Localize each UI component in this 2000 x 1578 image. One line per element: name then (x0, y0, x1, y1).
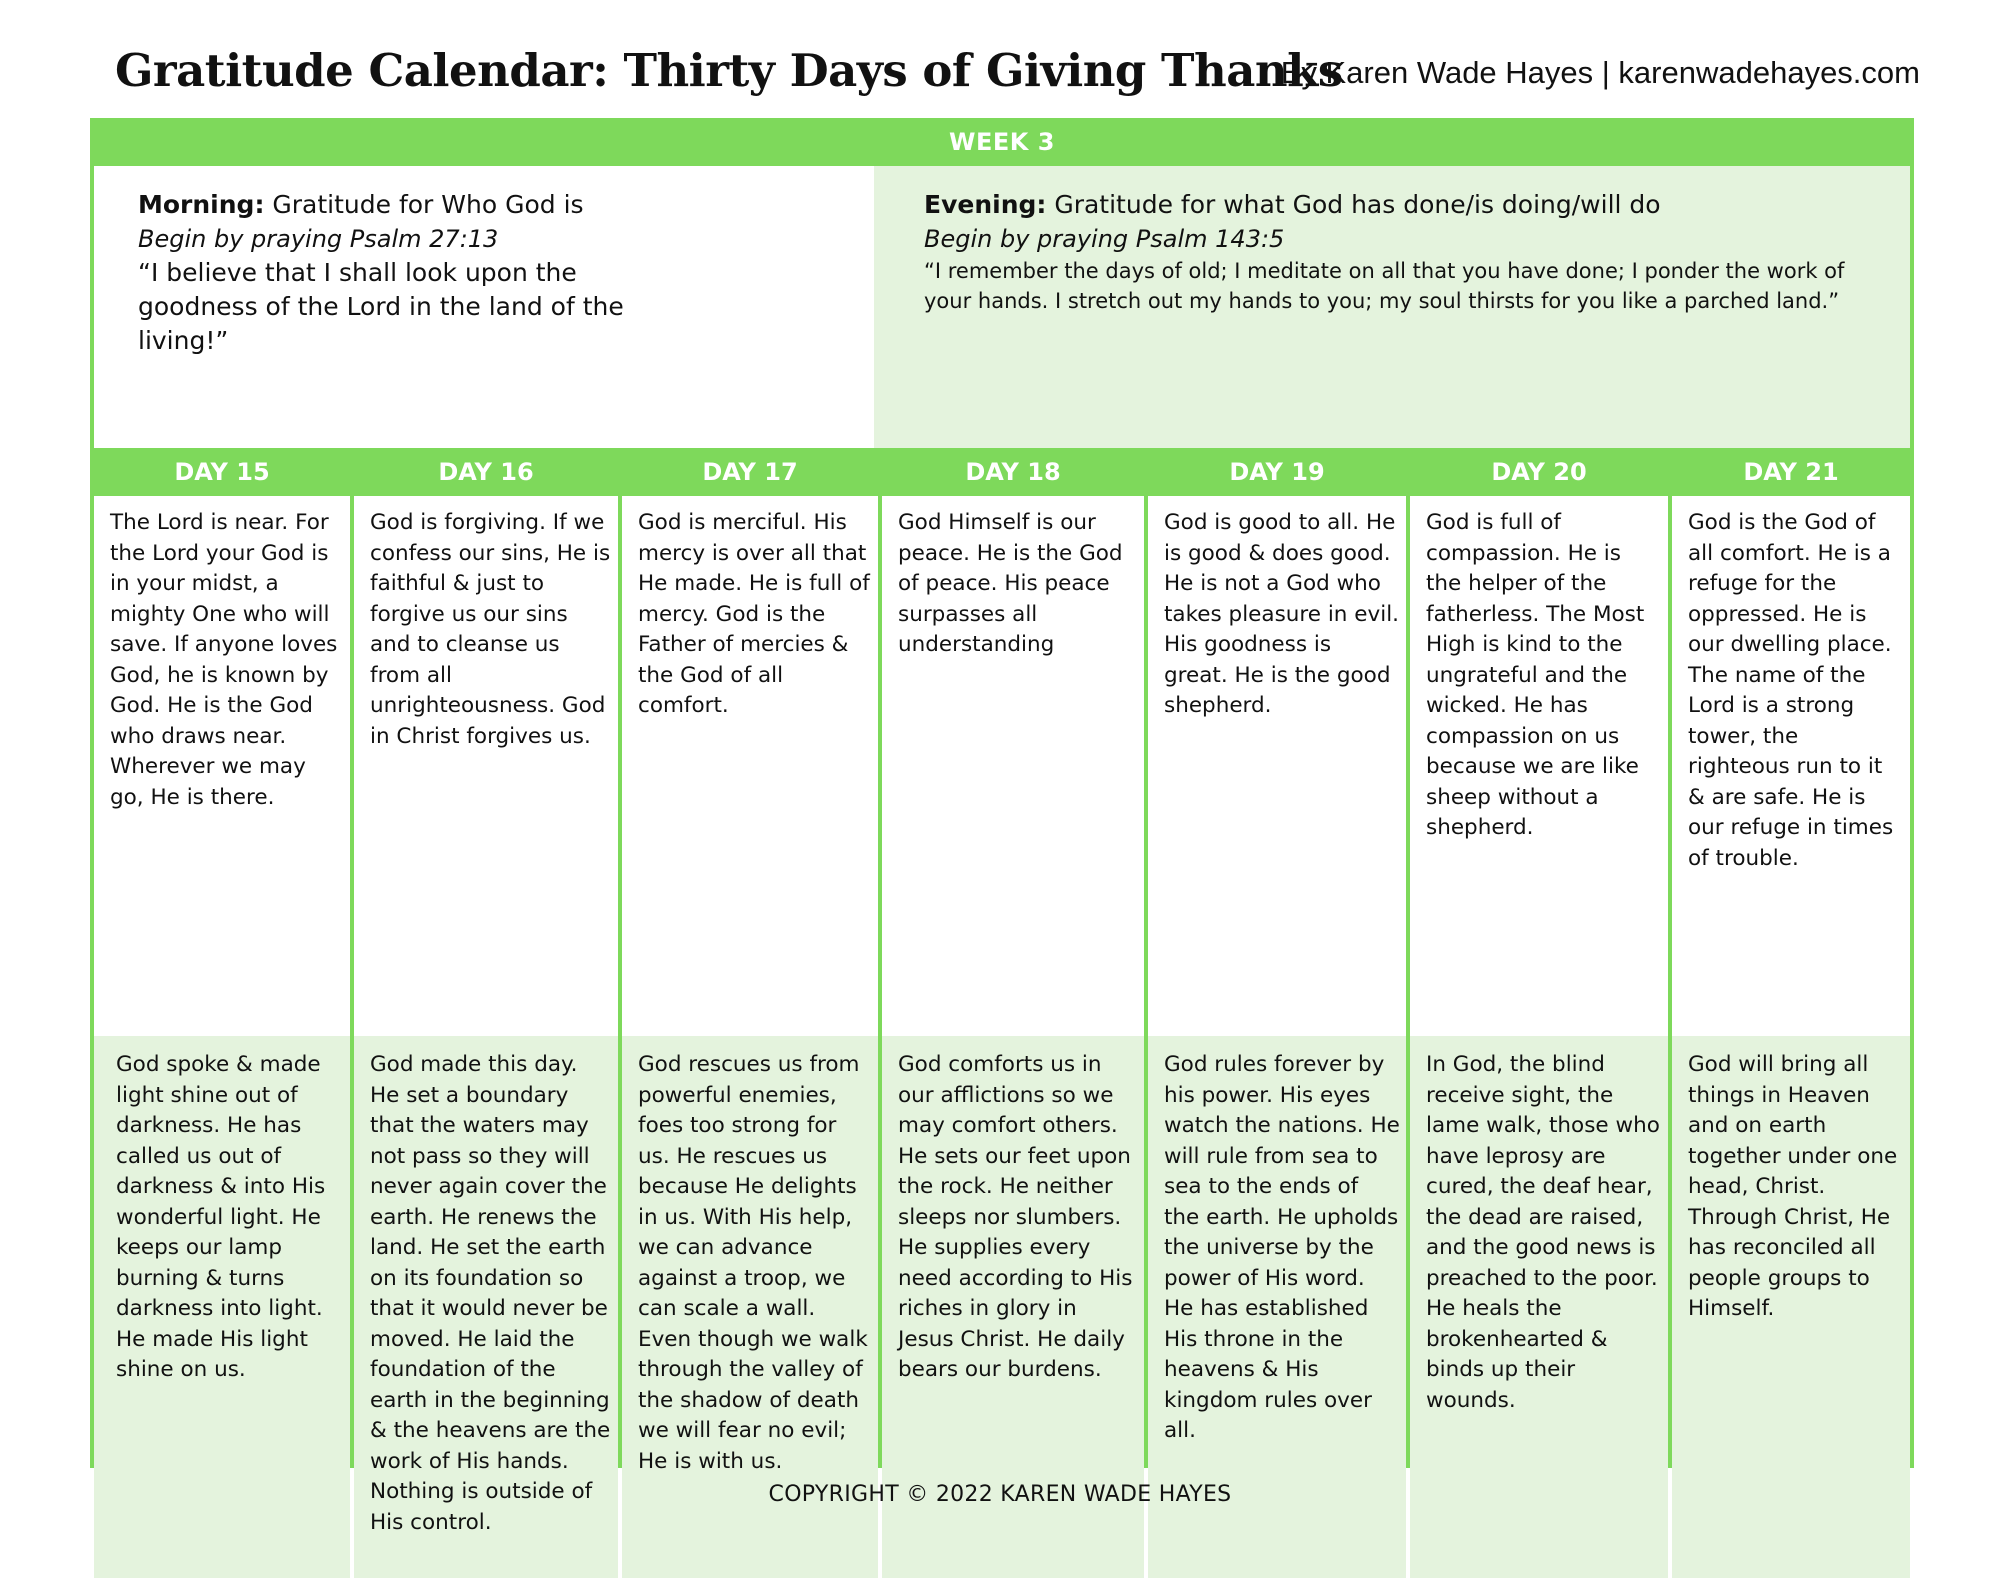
day-16-header: DAY 16 (438, 458, 534, 486)
day-20-morning-cell: God is full of compassion. He is the helper of the fatherless. The Most High is kind to the ungrateful and the wicked. He has compassion on us because we are like sheep without a shepherd. (1410, 496, 1668, 1036)
day-18-evening-cell: God comforts us in our afflictions so we may comfort others. He sets our feet upon the rock. He neither sleeps nor slumbers. He supplies every need according to His riches in glory in Jesus Christ. He daily bears our burdens. (882, 1036, 1144, 1578)
day-15-morning-cell: The Lord is near. For the Lord your God is in your midst, a mighty One who will save. If anyone loves God, he is known by God. He is the God who draws near. Wherever we may go, He is there. (94, 496, 350, 1036)
copyright-footer: COPYRIGHT © 2022 KAREN WADE HAYES (768, 1482, 1232, 1507)
morning-theme: Gratitude for Who God is (264, 190, 584, 219)
evening-psalm: Begin by praying Psalm 143:5 (924, 225, 1285, 253)
day-19-evening-cell: God rules forever by his power. His eyes watch the nations. He will rule from sea to sea to the ends of the earth. He upholds the universe by the power of His word. He has established His throne in the heavens & His kingdom rules over all. (1148, 1036, 1406, 1578)
day-15-header: DAY 15 (174, 458, 270, 486)
morning-prayer-panel (94, 166, 874, 448)
day-21-morning-cell: God is the God of all comfort. He is a refuge for the oppressed. He is our dwelling place. The name of the Lord is a strong tower, the righteous run to it & are safe. He is our refuge in times of trouble. (1672, 496, 1910, 1036)
page-title: Gratitude Calendar: Thirty Days of Giving Thanks (115, 44, 1343, 97)
day-21-header: DAY 21 (1743, 458, 1839, 486)
morning-psalm: Begin by praying Psalm 27:13 (138, 225, 499, 253)
day-20-header: DAY 20 (1491, 458, 1587, 486)
morning-quote: “I believe that I shall look upon the goodness of the Lord in the land of the living!” (138, 258, 624, 355)
day-17-morning-cell: God is merciful. His mercy is over all that He made. He is full of mercy. God is the Father of mercies & the God of all comfort. (622, 496, 878, 1036)
day-18-morning-cell: God Himself is our peace. He is the God of peace. His peace surpasses all understanding (882, 496, 1144, 1036)
day-19-header: DAY 19 (1229, 458, 1325, 486)
evening-quote: “I remember the days of old; I meditate on all that you have done; I ponder the work of your hands. I stretch out my hands to you; my soul thirsts for you like a parched land.” (924, 259, 1845, 313)
author-byline: By Karen Wade Hayes | karenwadehayes.com (1280, 55, 1920, 90)
evening-label: Evening: (924, 190, 1047, 219)
day-16-morning-cell: God is forgiving. If we confess our sins, He is faithful & just to forgive us our sins and to cleanse us from all unrighteousness. God in Christ forgives us. (354, 496, 618, 1036)
evening-heading (924, 188, 1910, 222)
day-20-evening-cell: In God, the blind receive sight, the lame walk, those who have leprosy are cured, the deaf hear, the dead are raised, and the good news is preached to the poor. He heals the brokenhearted & binds up their wounds. (1410, 1036, 1668, 1578)
day-21-evening-cell: God will bring all things in Heaven and on earth together under one head, Christ. Through Christ, He has reconciled all people groups to Himself. (1672, 1036, 1910, 1578)
day-15-evening-cell: God spoke & made light shine out of darkness. He has called us out of darkness & into His wonderful light. He keeps our lamp burning & turns darkness into light. He made His light shine on us. (94, 1036, 350, 1578)
day-16-evening-cell: God made this day. He set a boundary that the waters may not pass so they will never again cover the earth. He renews the land. He set the earth on its foundation so that it would never be moved. He laid the foundation of the earth in the beginning & the heavens are the work of His hands. Nothing is outside of His control. (354, 1036, 618, 1578)
morning-heading (138, 188, 874, 222)
week-header: WEEK 3 (949, 128, 1055, 156)
evening-theme: Gratitude for what God has done/is doing/will do (1046, 190, 1661, 219)
day-19-morning-cell: God is good to all. He is good & does good. He is not a God who takes pleasure in evil. His goodness is great. He is the good shepherd. (1148, 496, 1406, 1036)
evening-prayer-panel (874, 166, 1910, 448)
day-17-header: DAY 17 (702, 458, 798, 486)
morning-label: Morning: (138, 190, 265, 219)
day-17-evening-cell: God rescues us from powerful enemies, foes too strong for us. He rescues us because He delights in us. With His help, we can advance against a troop, we can scale a wall. Even though we walk through the valley of the shadow of death we will fear no evil; He is with us. (622, 1036, 878, 1578)
day-18-header: DAY 18 (965, 458, 1061, 486)
